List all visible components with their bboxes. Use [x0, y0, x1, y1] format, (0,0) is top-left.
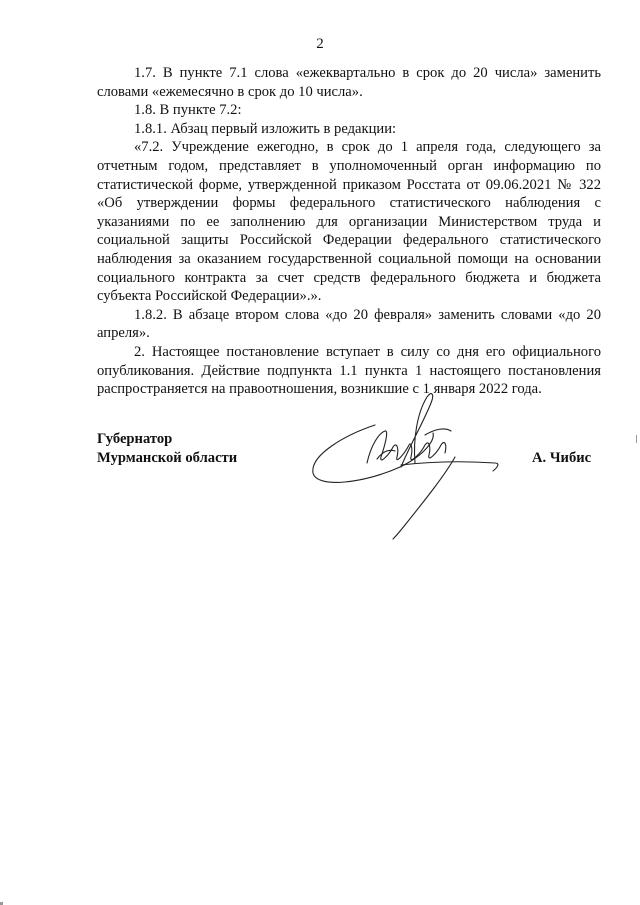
paragraph-1-8-1: 1.8.1. Абзац первый изложить в редакции: [134, 120, 397, 137]
page-number: 2 [316, 36, 324, 52]
scan-edge-mark [636, 435, 637, 443]
signatory-position-line-2: Мурманской области [97, 450, 238, 466]
paragraph-2: 2. Настоящее постановление вступает в силу со дня его официального опубликования. Действие подпункта 1.1 пункта 1 настоящего постановления распространяется на правоотношения, возникшие с 1 января 2022 года. [97, 343, 601, 398]
paragraph-7-2-quote: «7.2. Учреждение ежегодно, в срок до 1 апреля года, следующего за отчетным годом, представляет в уполномоченный орган информацию по статистической форме, утвержденной приказом Росстата от 09.06.2021 № 322 «Об утверждении формы федерального статистического наблюдения с указаниями по ее заполнению для организации Министерством труда и социальной защиты Российской Федерации федерального статистического наблюдения за оказанием государственной социальной помощи на основании социального контракта за счет средств федерального бюджета и бюджета субъекта Российской Федерации».». [97, 139, 601, 305]
signatory-name: А. Чибис [532, 450, 592, 466]
document-body [97, 64, 601, 399]
handwritten-signature [305, 385, 505, 545]
paragraph-1-8: 1.8. В пункте 7.2: [134, 102, 242, 119]
paragraph-1-7: 1.7. В пункте 7.1 слова «ежеквартально в срок до 20 числа» заменить словами «ежемесячно в срок до 10 числа». [97, 65, 601, 100]
signatory-position [97, 430, 237, 468]
signatory-position-line-1: Губернатор [97, 431, 173, 447]
paragraph-1-8-2: 1.8.2. В абзаце втором слова «до 20 февраля» заменить словами «до 20 апреля». [97, 306, 601, 342]
